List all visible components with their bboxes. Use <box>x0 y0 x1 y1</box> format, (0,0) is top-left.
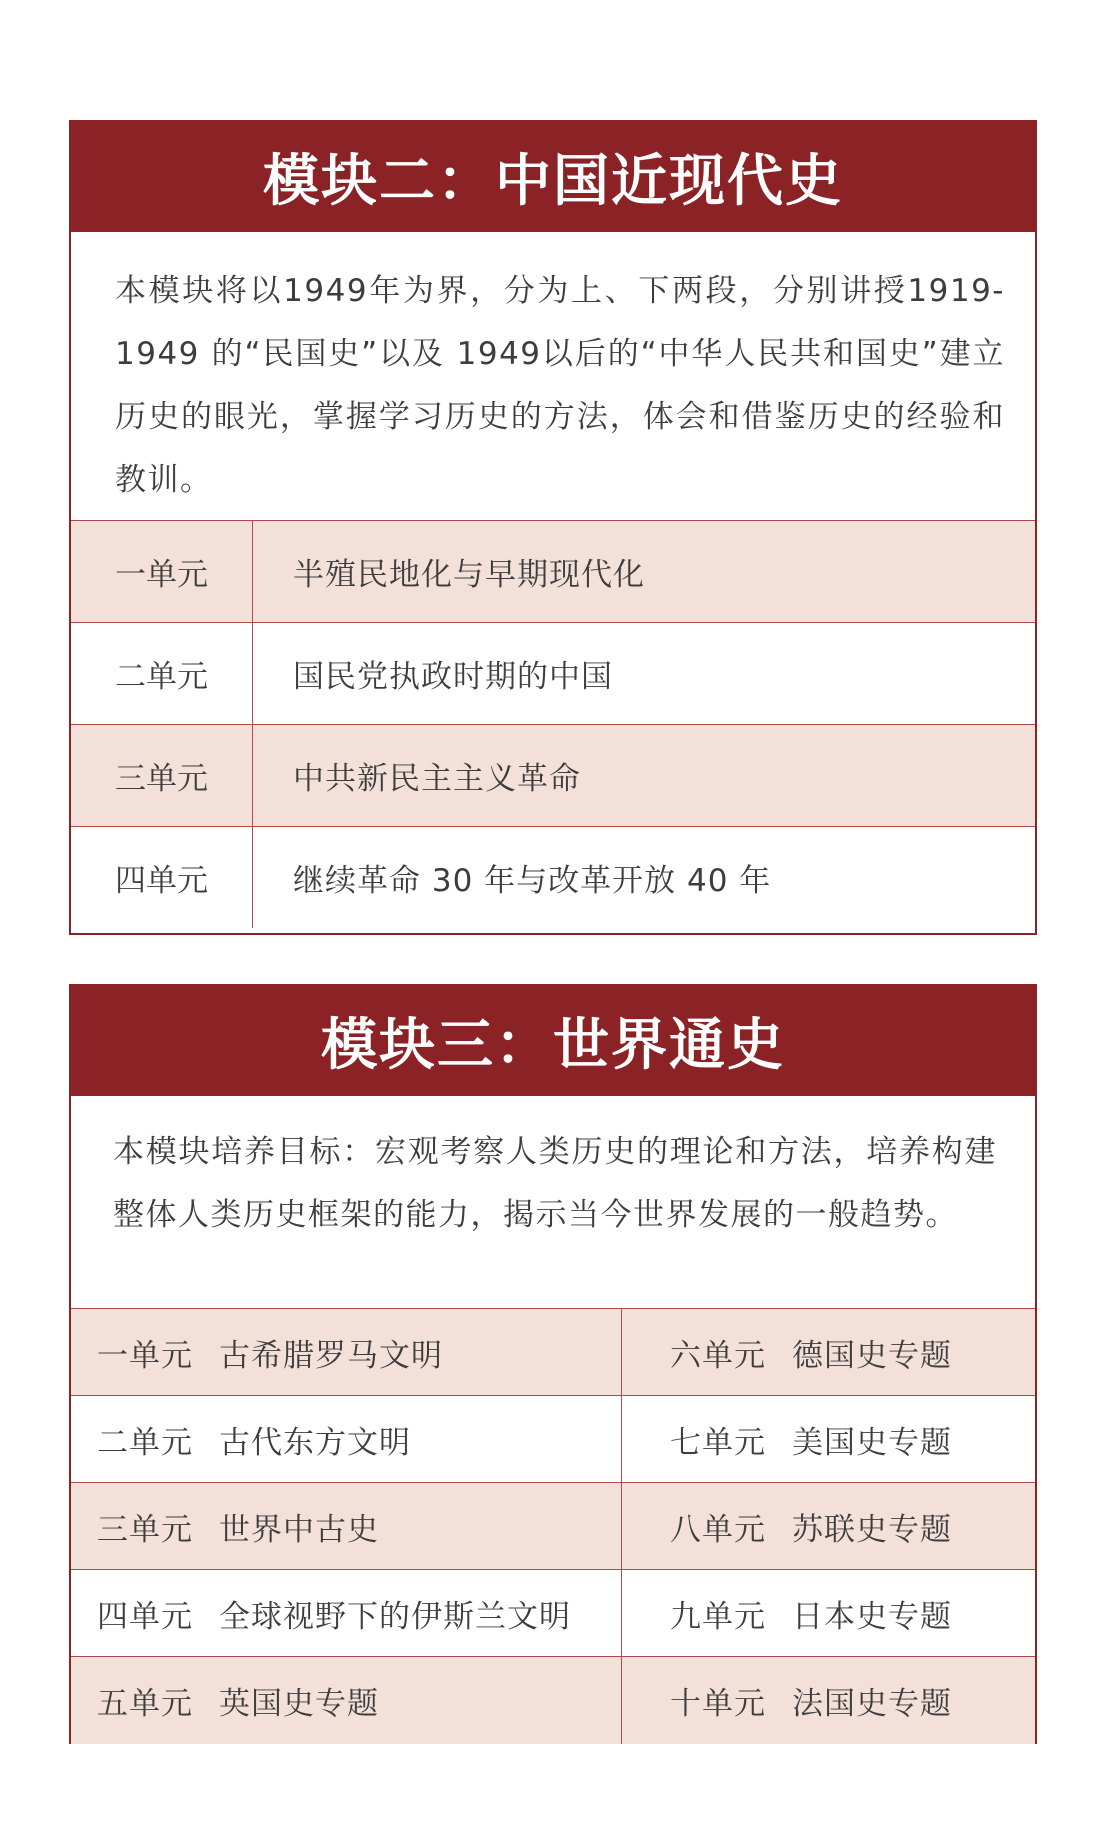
right-unit-cell <box>622 1309 1035 1395</box>
module-three-description: 本模块培养目标：宏观考察人类历史的理论和方法，培养构建整体人类历史框架的能力，揭示当今世界发展的一般趋势。 <box>113 1134 997 1233</box>
unit-number: 一单元 <box>97 1337 193 1374</box>
unit-title: 世界中古史 <box>219 1511 379 1548</box>
unit-number: 五单元 <box>97 1686 193 1722</box>
unit-title: 英国史专题 <box>219 1686 379 1722</box>
table-row <box>71 827 1035 928</box>
unit-number: 四单元 <box>71 827 253 928</box>
left-unit-cell <box>71 1570 622 1656</box>
right-unit-cell <box>622 1570 1035 1656</box>
module-two-description: 本模块将以1949年为界，分为上、下两段，分别讲授1919-1949 的“民国史”以及 1949以后的“中华人民共和国史”建立历史的眼光，掌握学习历史的方法，体会和借鉴历史的经验和教训。 <box>115 273 1005 498</box>
table-row <box>71 1396 1035 1483</box>
unit-number: 七单元 <box>670 1424 766 1461</box>
unit-number: 三单元 <box>71 725 253 826</box>
module-three-unit-table <box>71 1308 1035 1744</box>
module-two-title: 模块二：中国近现代史 <box>71 122 1035 232</box>
left-unit-cell <box>71 1483 622 1569</box>
module-three-title: 模块三：世界通史 <box>71 986 1035 1096</box>
module-two-card <box>69 120 1037 935</box>
table-row <box>71 1570 1035 1657</box>
unit-title: 古代东方文明 <box>219 1424 411 1461</box>
unit-number: 二单元 <box>71 623 253 724</box>
unit-number: 一单元 <box>71 521 253 622</box>
unit-number: 九单元 <box>670 1598 766 1635</box>
unit-title: 日本史专题 <box>792 1598 952 1635</box>
table-row <box>71 1657 1035 1744</box>
unit-number: 三单元 <box>97 1511 193 1548</box>
unit-title: 国民党执政时期的中国 <box>293 659 613 695</box>
table-row <box>71 1309 1035 1396</box>
table-row <box>71 725 1035 827</box>
module-two-unit-table <box>71 520 1035 928</box>
unit-title: 法国史专题 <box>792 1686 952 1722</box>
left-unit-cell <box>71 1657 622 1744</box>
unit-title: 美国史专题 <box>792 1424 952 1461</box>
unit-number: 二单元 <box>97 1424 193 1461</box>
unit-title: 古希腊罗马文明 <box>219 1337 443 1374</box>
unit-number: 十单元 <box>670 1686 766 1722</box>
right-unit-cell <box>622 1483 1035 1569</box>
unit-title: 德国史专题 <box>792 1337 952 1374</box>
table-row <box>71 521 1035 623</box>
right-unit-cell <box>622 1396 1035 1482</box>
left-unit-cell <box>71 1309 622 1395</box>
table-row <box>71 623 1035 725</box>
unit-number: 四单元 <box>97 1598 193 1635</box>
left-unit-cell <box>71 1396 622 1482</box>
unit-number: 八单元 <box>670 1511 766 1548</box>
right-unit-cell <box>622 1657 1035 1744</box>
unit-title: 继续革命 30 年与改革开放 40 年 <box>293 863 772 899</box>
unit-title: 中共新民主主义革命 <box>293 761 581 797</box>
module-three-card <box>69 984 1037 1744</box>
unit-title: 苏联史专题 <box>792 1511 952 1548</box>
unit-title: 全球视野下的伊斯兰文明 <box>219 1598 571 1635</box>
unit-title: 半殖民地化与早期现代化 <box>293 557 645 593</box>
table-row <box>71 1483 1035 1570</box>
unit-number: 六单元 <box>670 1337 766 1374</box>
